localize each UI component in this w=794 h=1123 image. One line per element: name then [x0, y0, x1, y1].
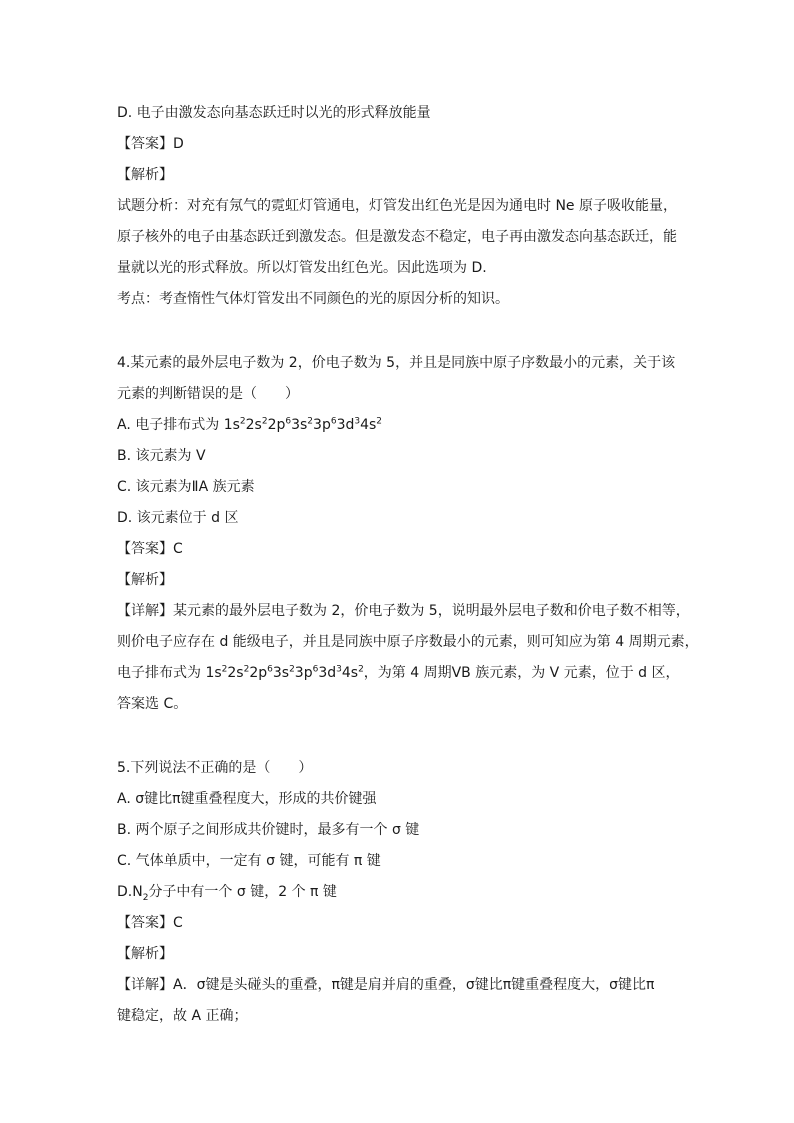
- q4-stem-line-1: 4.某元素的最外层电子数为 2，价电子数为 5，并且是同族中原子序数最小的元素，关于该: [117, 355, 676, 371]
- q4-detail-line-3: 电子排布式为 $1s^22s^22p^63s^23p^63d^34s^2$，为第 4 周期ⅤB 族元素，为 V 元素，位于 d 区，: [117, 664, 680, 681]
- q5-stem: 5.下列说法不正确的是（ ）: [117, 760, 313, 776]
- q4-option-c: C. 该元素为ⅡA 族元素: [117, 479, 255, 495]
- q4-option-a-prefix: A. 电子排布式为: [117, 417, 224, 433]
- q3-answer: 【答案】D: [117, 136, 184, 152]
- electron-config: $1s^22s^22p^63s^23p^63d^34s^2$: [223, 416, 383, 433]
- q3-analysis-line-3: 量就以光的形式释放。所以灯管发出红色光。因此选项为 D.: [117, 260, 487, 276]
- q4-detail-line-1: 【详解】某元素的最外层电子数为 2，价电子数为 5，说明最外层电子数和价电子数不相等，: [117, 603, 690, 619]
- q5-detail-line-2: 键稳定，故 A 正确；: [117, 1008, 248, 1024]
- q3-option-d: D. 电子由激发态向基态跃迁时以光的形式释放能量: [117, 105, 431, 121]
- q4-analysis-label: 【解析】: [117, 572, 173, 588]
- q4-answer: 【答案】C: [117, 541, 183, 557]
- electron-config-detail: $1s^22s^22p^63s^23p^63d^34s^2$: [205, 664, 364, 681]
- q5-option-a: A. σ键比π键重叠程度大，形成的共价键强: [117, 791, 377, 807]
- q4-detail-line-2: 则价电子应存在 d 能级电子，并且是同族中原子序数最小的元素，则可知应为第 4 周期元素，: [117, 634, 699, 650]
- q3-kaodian: 考点：考查惰性气体灯管发出不同颜色的光的原因分析的知识。: [117, 291, 509, 307]
- q5-answer: 【答案】C: [117, 915, 183, 931]
- q5-option-c: C. 气体单质中，一定有 σ 键，可能有 π 键: [117, 853, 381, 869]
- q5-analysis-label: 【解析】: [117, 946, 173, 962]
- q5-option-b: B. 两个原子之间形成共价键时，最多有一个 σ 键: [117, 822, 420, 838]
- q4-detail-line-4: 答案选 C。: [117, 696, 188, 712]
- q4-option-a: [117, 415, 382, 435]
- q3-analysis-line-2: 原子核外的电子由基态跃迁到激发态。但是激发态不稳定，电子再由激发态向基态跃迁，能: [117, 229, 677, 245]
- q3-analysis-label: 【解析】: [117, 167, 173, 183]
- q5-detail-line-1: 【详解】A．σ键是头碰头的重叠，π键是肩并肩的重叠，σ键比π键重叠程度大，σ键比π: [117, 977, 655, 993]
- q4-option-b: B. 该元素为 V: [117, 448, 206, 464]
- q4-stem-line-2: 元素的判断错误的是（ ）: [117, 386, 299, 402]
- q4-option-d: D. 该元素位于 d 区: [117, 510, 239, 526]
- q5-option-d: $D.N_2$分子中有一个 σ 键，2 个 π 键: [117, 884, 337, 903]
- q3-analysis-line-1: 试题分析：对充有氖气的霓虹灯管通电，灯管发出红色光是因为通电时 Ne 原子吸收能量，: [117, 198, 677, 214]
